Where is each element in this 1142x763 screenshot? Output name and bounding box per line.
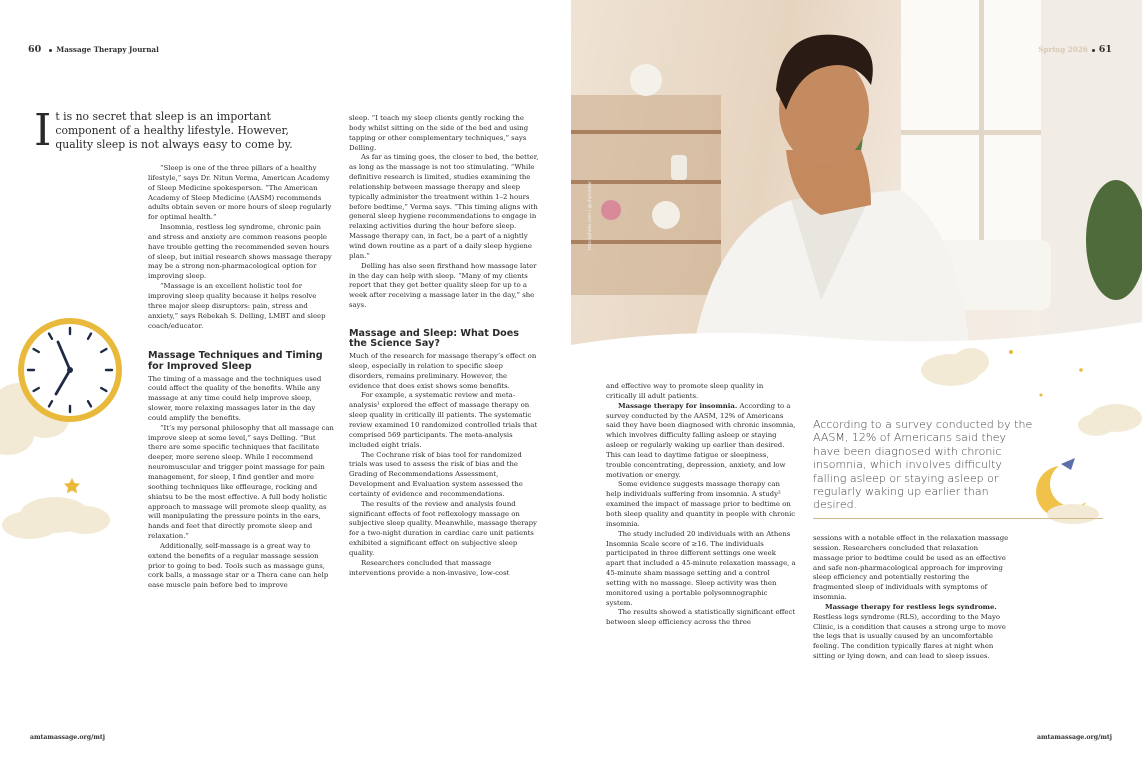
page-number: 60: [28, 44, 42, 55]
paragraph: “Sleep is one of the three pillars of a healthy lifestyle,” says Dr. Nitun Verma, American Academy of Sleep Medicine spokesperson. “The American Academy of Sleep Medicine (AASM) recommends adults obtain seven or more hours of sleep regularly for optimal health.”: [148, 164, 332, 222]
lead-text: t is no secret that sleep is an important component of a healthy lifestyle. However, quality sleep is not always easy to come by.: [55, 110, 293, 152]
folio-left: [28, 44, 159, 55]
paragraph: sessions with a notable effect in the relaxation massage session. Researchers concluded that relaxation massage prior to bedtime could be used as an effective and safe non-pharmacological approach for improving sleep efficiency and potentially restoring the fragmented sleep of individuals with symptoms of insomnia.: [813, 534, 1009, 602]
paragraph: [606, 402, 796, 481]
paragraph: Some evidence suggests massage therapy can help individuals suffering from insomnia. A study² examined the impact of massage prior to bedtime on both sleep quality and quantity in people with chronic insomnia.: [606, 480, 796, 528]
paragraph: The results of the review and analysis found significant effects of foot reflexology massage on subjective sleep quality. Meanwhile, massage therapy for a two-night duration in cardiac care unit patients exhibited a significant effect on subjective sleep quality.: [349, 499, 537, 557]
right-column-2: [813, 534, 1009, 662]
insomnia-text: According to a survey conducted by the AASM, 12% of Americans said they have been diagnosed with chronic insomnia, which involves difficulty falling asleep or staying asleep or regularly waking up earlier than desired. This can lead to daytime fatigue or sleepiness, trouble concentrating, depression, anxiety, and low motivation or energy.: [606, 401, 796, 479]
paragraph: The results showed a statistically significant effect between sleep efficiency across the three: [606, 608, 796, 627]
paragraph: Insomnia, restless leg syndrome, chronic pain and stress and anxiety are common reasons people have trouble getting the recommended seven hours of sleep, but initial research shows massage therapy may be a strong non-pharmacological option for improving sleep.: [148, 223, 332, 281]
subhead-insomnia: Massage therapy for insomnia.: [618, 401, 738, 410]
left-column-2: [349, 114, 539, 578]
pull-quote-rule: [813, 518, 1103, 519]
drop-cap: I: [34, 105, 52, 156]
page-number: 61: [1098, 44, 1112, 55]
left-column-1: [148, 164, 336, 591]
pull-quote: According to a survey conducted by the AASM, 12% of Americans said they have been diagnosed with chronic insomnia, which involves difficulty falling asleep or staying asleep or regularly waking up earlier than desired.: [813, 418, 1033, 512]
footer-right: amtamassage.org/mtj: [1037, 734, 1112, 741]
paragraph: Researchers concluded that massage interventions provide a non-invasive, low-cost: [349, 558, 510, 577]
section-heading: Massage Techniques and Timing for Improved Sleep: [148, 350, 323, 372]
lead-paragraph: [34, 105, 324, 156]
paragraph: “It’s my personal philosophy that all massage can improve sleep at some level,” says Delling. “But there are some specific techniques that facilitate deeper, more serene sleep. While I recommend neuromuscular and trigger point massage for pain management, for sleep, I find gentler and more soothing techniques like effleurage, rocking and shiatsu to be the most effective. A full body holistic approach to massage will promote sleep quality, as will manipulating the pressure points in the ears, hands and feet that directly promote sleep and relaxation.”: [148, 423, 334, 541]
paragraph: Additionally, self-massage is a great way to extend the benefits of a regular massage session prior to going to bed. Tools such as massage guns, cork balls, a massage star or a Thera cane can help ease muscle pain before bed to improve: [148, 541, 329, 590]
clock-illustration: [0, 310, 150, 540]
paragraph: As far as timing goes, the closer to bed, the better, as long as the massage is not too stimulating. “While definitive research is limited, studies examining the relationship between massage therapy and sleep typically administer the treatment within 1–2 hours before bedtime,” Verma says. “This timing aligns with general sleep hygiene recommendations to engage in relaxing activities during the hour before sleep. Massage therapy can, in fact, be a part of a nightly wind down routine as a part of a daily sleep hygiene plan.”: [349, 153, 539, 260]
paragraph: Much of the research for massage therapy’s effect on sleep, especially in relation to specific sleep disorders, remains preliminary. However, the evidence that does exist shows some benefits.: [349, 352, 537, 390]
paragraph: The study included 20 individuals with an Athens Insomnia Scale score of ≥16. The individuals participated in three different settings one week apart that included a 45-minute relaxation massage, a 45-minute sham massage setting and a control setting with no massage. Sleep activity was then monitored using a portable polysomnographic system.: [606, 529, 796, 607]
moon-illustration: [1036, 458, 1099, 524]
paragraph: and effective way to promote sleep quality in critically ill adult patients.: [606, 382, 764, 400]
journal-title: Massage Therapy Journal: [56, 45, 159, 54]
right-page: [571, 0, 1142, 763]
right-column-1: [606, 382, 796, 628]
footer-left: amtamassage.org/mtj: [30, 734, 105, 741]
photo-credit: istockphoto.com / @ufumastar: [588, 180, 593, 250]
star-illustration: [64, 478, 80, 493]
paragraph: sleep. “I teach my sleep clients gently rocking the body whilst sitting on the side of the bed and using tapping or other complementary techniques,” says Delling.: [349, 114, 529, 152]
paragraph: Delling has also seen firsthand how massage later in the day can help with sleep. “Many of my clients report that they get better quality sleep for up to a week after receiving a massage later in the day,” she says.: [349, 261, 537, 310]
rls-text: Restless legs syndrome (RLS), according to the Mayo Clinic, is a condition that causes a strong urge to move the legs that is usually caused by an uncomfortable feeling. The condition typically flares at night when sitting or lying down, and can lead to sleep issues.: [813, 612, 1006, 661]
subhead-rls: Massage therapy for restless legs syndrome.: [825, 602, 997, 611]
issue-date: Spring 2026: [1038, 45, 1088, 54]
folio-right: [1038, 44, 1112, 55]
paragraph: The Cochrane risk of bias tool for randomized trials was used to assess the risk of bias and the Grading of Recommendations Assessment, Development and Evaluation system assessed the certainty of evidence and recommendations.: [349, 450, 523, 498]
paragraph: [813, 603, 1009, 662]
paragraph: The timing of a massage and the techniques used could affect the quality of the benefits. While any massage at any time could help improve sleep, slower, more relaxing massages later in the day could amplify the benefits.: [148, 374, 322, 422]
paragraph: For example, a systematic review and meta-analysis¹ explored the effect of massage therapy on sleep quality in critically ill patients. The systematic review examined 10 randomized controlled trials that comprised 569 participants. The meta-analysis included eight trials.: [349, 391, 538, 449]
paragraph: “Massage is an excellent holistic tool for improving sleep quality because it helps resolve three major sleep disruptors: pain, stress and anxiety,” says Rebekah S. Delling, LMBT and sleep coach/educator.: [148, 282, 326, 330]
section-heading: Massage and Sleep: What Does the Science Say?: [349, 327, 519, 350]
